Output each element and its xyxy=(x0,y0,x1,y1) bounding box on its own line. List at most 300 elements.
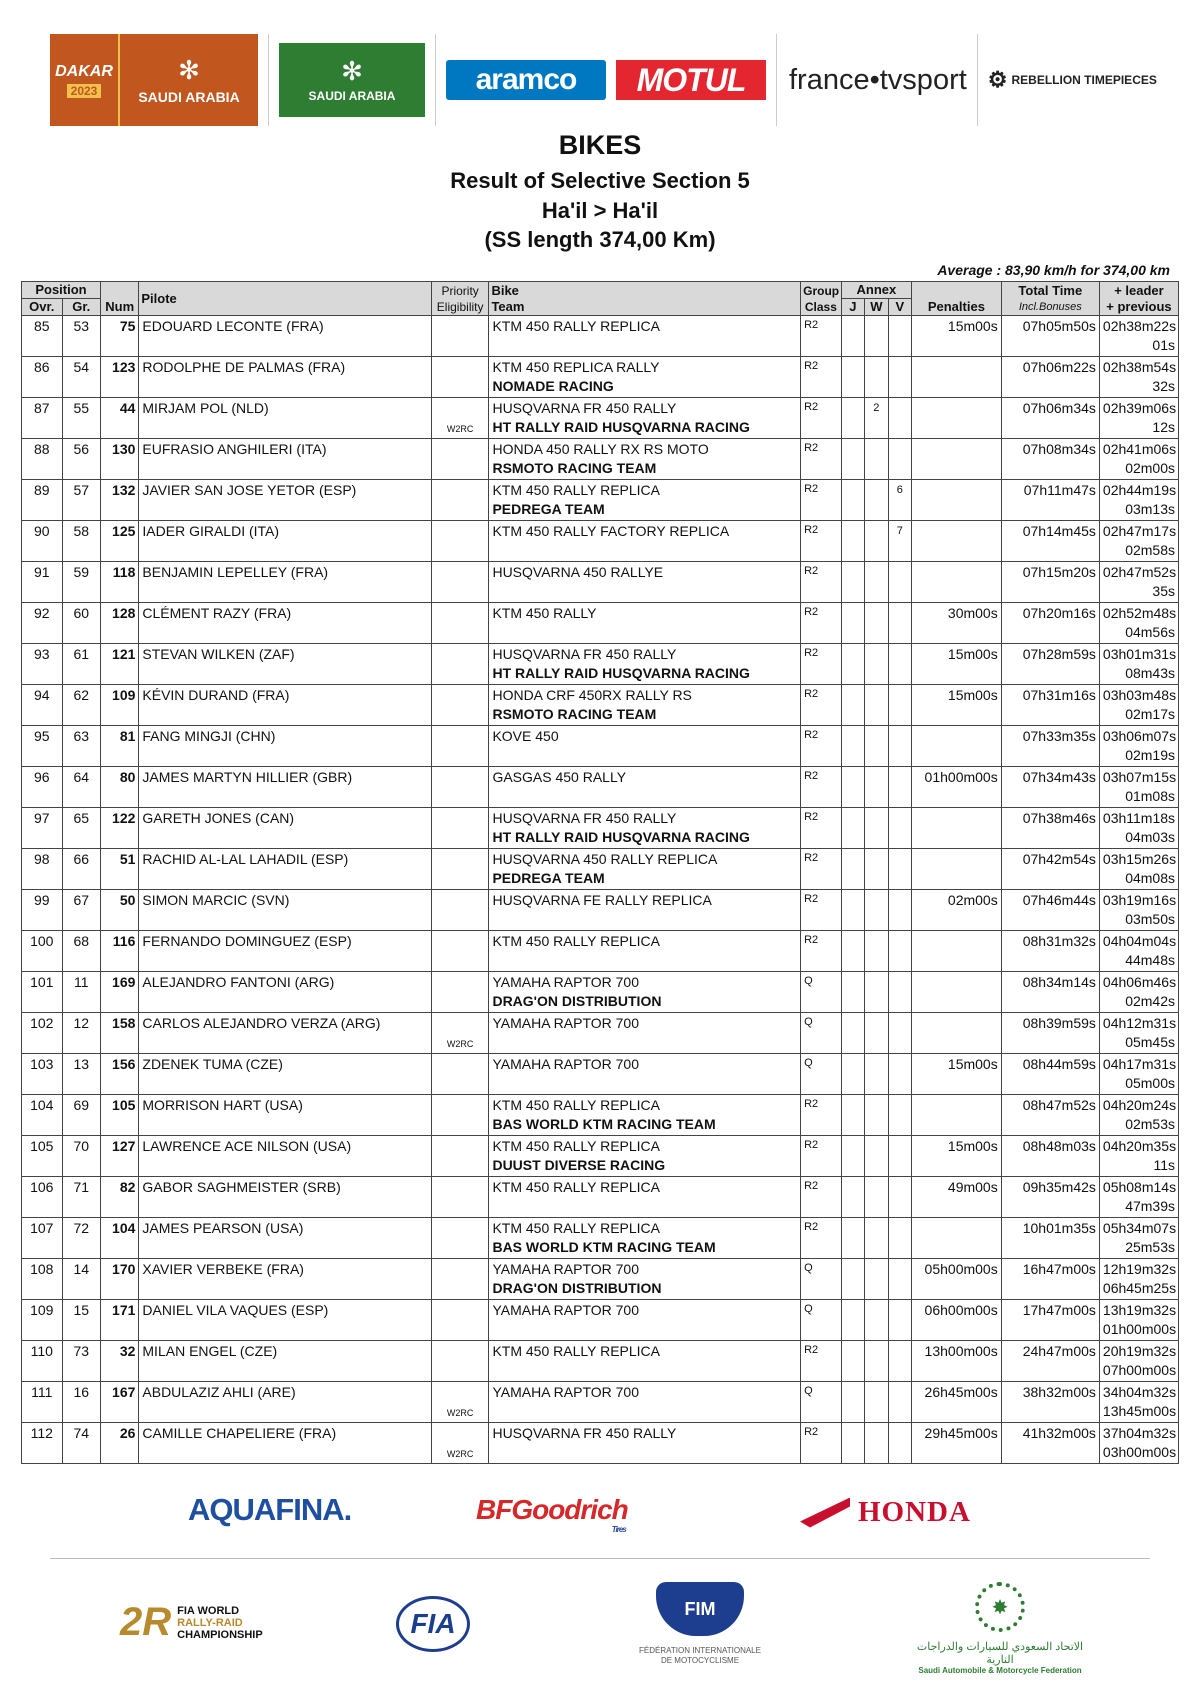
cell-ovr: 108 xyxy=(22,1259,63,1300)
cell-group-class: R2 xyxy=(801,398,842,439)
cell-bike-team xyxy=(489,931,801,972)
cell-penalties xyxy=(912,849,1002,890)
cell-group-class: R2 xyxy=(801,1218,842,1259)
cell-num: 169 xyxy=(100,972,138,1013)
cell-annex-v xyxy=(888,1095,911,1136)
cell-pilote: EUFRASIO ANGHILERI (ITA) xyxy=(139,439,431,480)
cell-group-class: Q xyxy=(801,1259,842,1300)
cell-annex-w: 2 xyxy=(865,398,888,439)
cell-ovr: 101 xyxy=(22,972,63,1013)
cell-pilote: CARLOS ALEJANDRO VERZA (ARG) xyxy=(139,1013,431,1054)
gap-leader: 20h19m32s xyxy=(1102,1343,1177,1359)
gap-leader: 02h47m52s xyxy=(1102,564,1177,580)
cell-ovr: 104 xyxy=(22,1095,63,1136)
table-row xyxy=(22,316,1179,357)
cell-annex-j xyxy=(841,685,864,726)
gap-leader: 05h08m14s xyxy=(1102,1179,1177,1195)
cell-annex-v xyxy=(888,685,911,726)
table-row xyxy=(22,603,1179,644)
cell-penalties xyxy=(912,1013,1002,1054)
cell-annex-w xyxy=(865,1259,888,1300)
gap-previous: 44m48s xyxy=(1125,952,1175,968)
cell-penalties xyxy=(912,1218,1002,1259)
table-row xyxy=(22,1423,1179,1464)
cell-pilote: XAVIER VERBEKE (FRA) xyxy=(139,1259,431,1300)
cell-annex-v xyxy=(888,357,911,398)
cell-annex-v xyxy=(888,931,911,972)
cell-num: 75 xyxy=(100,316,138,357)
cell-gr: 62 xyxy=(62,685,100,726)
cell-pilote: MIRJAM POL (NLD) xyxy=(139,398,431,439)
table-row xyxy=(22,562,1179,603)
results-body xyxy=(22,316,1179,1464)
cell-annex-w xyxy=(865,1095,888,1136)
bike-name: YAMAHA RAPTOR 700 xyxy=(492,1384,639,1400)
table-row xyxy=(22,439,1179,480)
cell-num: 80 xyxy=(100,767,138,808)
gap-previous: 03m13s xyxy=(1125,501,1175,517)
cell-gaps xyxy=(1099,1136,1178,1177)
bike-name: HUSQVARNA FR 450 RALLY xyxy=(492,646,677,662)
gap-leader: 04h20m35s xyxy=(1102,1138,1177,1154)
cell-priority xyxy=(431,1054,489,1095)
table-row xyxy=(22,1136,1179,1177)
team-name: PEDREGA TEAM xyxy=(492,870,605,886)
cell-annex-j xyxy=(841,1136,864,1177)
cell-gaps xyxy=(1099,1218,1178,1259)
cell-ovr: 105 xyxy=(22,1136,63,1177)
cell-ovr: 111 xyxy=(22,1382,63,1423)
cell-annex-j xyxy=(841,480,864,521)
bike-name: KTM 450 RALLY REPLICA xyxy=(492,1097,661,1113)
cell-priority xyxy=(431,849,489,890)
saudi-arabia-logo: ✻ SAUDI ARABIA xyxy=(279,43,425,117)
cell-priority: W2RC xyxy=(431,398,489,439)
bike-name: HONDA 450 RALLY RX RS MOTO xyxy=(492,441,709,457)
cell-ovr: 85 xyxy=(22,316,63,357)
header-total-time: Total Time Incl.Bonuses xyxy=(1001,282,1099,316)
gap-previous: 01s xyxy=(1152,337,1175,353)
cell-bike-team xyxy=(489,808,801,849)
france-tv-sport-logo: france•tvsport xyxy=(789,63,967,96)
cell-gaps xyxy=(1099,480,1178,521)
team-name: BAS WORLD KTM RACING TEAM xyxy=(492,1116,716,1132)
cell-total-time: 07h11m47s xyxy=(1001,480,1099,521)
cell-priority xyxy=(431,1300,489,1341)
cell-total-time: 07h15m20s xyxy=(1001,562,1099,603)
bike-name: YAMAHA RAPTOR 700 xyxy=(492,1302,639,1318)
cell-annex-w xyxy=(865,1300,888,1341)
cell-annex-j xyxy=(841,931,864,972)
cell-num: 116 xyxy=(100,931,138,972)
cell-total-time: 07h31m16s xyxy=(1001,685,1099,726)
cell-gaps xyxy=(1099,931,1178,972)
cell-priority xyxy=(431,1259,489,1300)
header-bike-team: Bike Team xyxy=(489,282,801,316)
gap-leader: 02h41m06s xyxy=(1102,441,1177,457)
gap-leader: 34h04m32s xyxy=(1102,1384,1177,1400)
gap-previous: 02m42s xyxy=(1125,993,1175,1009)
cell-num: 104 xyxy=(100,1218,138,1259)
cell-group-class: R2 xyxy=(801,767,842,808)
header-annex-v: V xyxy=(888,299,911,316)
cell-gaps xyxy=(1099,808,1178,849)
cell-pilote: FANG MINGJI (CHN) xyxy=(139,726,431,767)
cell-bike-team xyxy=(489,644,801,685)
cell-ovr: 94 xyxy=(22,685,63,726)
cell-penalties xyxy=(912,521,1002,562)
bike-name: HUSQVARNA 450 RALLY REPLICA xyxy=(492,851,718,867)
cell-pilote: STEVAN WILKEN (ZAF) xyxy=(139,644,431,685)
cell-total-time: 07h33m35s xyxy=(1001,726,1099,767)
cell-annex-j xyxy=(841,1382,864,1423)
cell-total-time: 07h34m43s xyxy=(1001,767,1099,808)
header-num: Num xyxy=(100,282,138,316)
cell-ovr: 91 xyxy=(22,562,63,603)
cell-annex-j xyxy=(841,972,864,1013)
bike-name: KTM 450 RALLY FACTORY REPLICA xyxy=(492,523,730,539)
honda-logo: HONDA xyxy=(800,1496,971,1529)
cell-priority xyxy=(431,480,489,521)
cell-ovr: 110 xyxy=(22,1341,63,1382)
gap-leader: 02h47m17s xyxy=(1102,523,1177,539)
cell-annex-w xyxy=(865,931,888,972)
cell-priority xyxy=(431,890,489,931)
cell-annex-j xyxy=(841,562,864,603)
cell-penalties: 15m00s xyxy=(912,1054,1002,1095)
cell-priority xyxy=(431,1136,489,1177)
category-title: BIKES xyxy=(558,130,642,160)
cell-annex-j xyxy=(841,726,864,767)
bike-name: KTM 450 RALLY REPLICA xyxy=(492,1343,661,1359)
cell-priority xyxy=(431,1218,489,1259)
cell-gr: 64 xyxy=(62,767,100,808)
cell-annex-v xyxy=(888,890,911,931)
cell-annex-v: 6 xyxy=(888,480,911,521)
header-penalties: Penalties xyxy=(912,282,1002,316)
cell-total-time: 09h35m42s xyxy=(1001,1177,1099,1218)
cell-num: 118 xyxy=(100,562,138,603)
cell-num: 132 xyxy=(100,480,138,521)
cell-gaps xyxy=(1099,644,1178,685)
cell-annex-w xyxy=(865,767,888,808)
bike-name: HUSQVARNA FR 450 RALLY xyxy=(492,810,677,826)
cell-bike-team xyxy=(489,439,801,480)
cell-penalties xyxy=(912,357,1002,398)
cell-pilote: MORRISON HART (USA) xyxy=(139,1095,431,1136)
cell-gr: 54 xyxy=(62,357,100,398)
sponsor-header xyxy=(50,30,1160,130)
cell-bike-team xyxy=(489,849,801,890)
cell-total-time: 07h38m46s xyxy=(1001,808,1099,849)
cell-gr: 15 xyxy=(62,1300,100,1341)
cell-bike-team xyxy=(489,398,801,439)
gap-leader: 03h06m07s xyxy=(1102,728,1177,744)
cell-annex-w xyxy=(865,1382,888,1423)
cell-total-time: 38h32m00s xyxy=(1001,1382,1099,1423)
cell-ovr: 100 xyxy=(22,931,63,972)
cell-bike-team xyxy=(489,767,801,808)
cell-group-class: Q xyxy=(801,1013,842,1054)
cell-annex-v xyxy=(888,1177,911,1218)
cell-bike-team xyxy=(489,1013,801,1054)
cell-penalties: 15m00s xyxy=(912,644,1002,685)
cell-penalties xyxy=(912,972,1002,1013)
cell-annex-v xyxy=(888,726,911,767)
cell-annex-w xyxy=(865,1218,888,1259)
cell-priority: W2RC xyxy=(431,1013,489,1054)
cell-annex-w xyxy=(865,726,888,767)
cell-bike-team xyxy=(489,890,801,931)
team-name: DUUST DIVERSE RACING xyxy=(492,1157,666,1173)
cell-annex-v xyxy=(888,1341,911,1382)
cell-total-time: 08h34m14s xyxy=(1001,972,1099,1013)
header-gaps: + leader + previous xyxy=(1099,282,1178,316)
cell-num: 121 xyxy=(100,644,138,685)
cell-annex-j xyxy=(841,808,864,849)
cell-pilote: EDOUARD LECONTE (FRA) xyxy=(139,316,431,357)
table-row xyxy=(22,1341,1179,1382)
table-row xyxy=(22,1259,1179,1300)
cell-priority xyxy=(431,931,489,972)
cell-annex-v xyxy=(888,972,911,1013)
gap-leader: 02h52m48s xyxy=(1102,605,1177,621)
gap-leader: 05h34m07s xyxy=(1102,1220,1177,1236)
team-name: HT RALLY RAID HUSQVARNA RACING xyxy=(492,829,750,845)
cell-num: 127 xyxy=(100,1136,138,1177)
cell-annex-j xyxy=(841,1013,864,1054)
cell-group-class: R2 xyxy=(801,1341,842,1382)
cell-gaps xyxy=(1099,767,1178,808)
results-table xyxy=(21,281,1179,1464)
table-row xyxy=(22,726,1179,767)
cell-num: 32 xyxy=(100,1341,138,1382)
cell-annex-w xyxy=(865,1013,888,1054)
table-row xyxy=(22,685,1179,726)
cell-annex-j xyxy=(841,521,864,562)
cell-total-time: 08h48m03s xyxy=(1001,1136,1099,1177)
cell-pilote: BENJAMIN LEPELLEY (FRA) xyxy=(139,562,431,603)
cell-group-class: R2 xyxy=(801,316,842,357)
cell-bike-team xyxy=(489,562,801,603)
cell-gaps xyxy=(1099,316,1178,357)
cell-group-class: R2 xyxy=(801,1095,842,1136)
cell-gr: 71 xyxy=(62,1177,100,1218)
cell-group-class: R2 xyxy=(801,521,842,562)
bfgoodrich-logo: BFGoodrich Tires xyxy=(476,1494,628,1534)
cell-priority xyxy=(431,644,489,685)
cell-annex-j xyxy=(841,767,864,808)
cell-annex-w xyxy=(865,685,888,726)
cell-total-time: 07h14m45s xyxy=(1001,521,1099,562)
cell-pilote: FERNANDO DOMINGUEZ (ESP) xyxy=(139,931,431,972)
samf-logo: ✸ الاتحاد السعودي للسيارات والدراجات النارية Saudi Automobile & Motorcycle Federation xyxy=(905,1582,1095,1675)
gap-leader: 02h44m19s xyxy=(1102,482,1177,498)
gap-previous: 03h00m00s xyxy=(1102,1444,1177,1460)
cell-group-class: R2 xyxy=(801,562,842,603)
gap-previous: 02m53s xyxy=(1125,1116,1175,1132)
cell-penalties xyxy=(912,726,1002,767)
cell-gr: 13 xyxy=(62,1054,100,1095)
cell-annex-j xyxy=(841,849,864,890)
cell-penalties xyxy=(912,480,1002,521)
gap-leader: 03h19m16s xyxy=(1102,892,1177,908)
team-name: HT RALLY RAID HUSQVARNA RACING xyxy=(492,419,750,435)
cell-bike-team xyxy=(489,1423,801,1464)
cell-gr: 55 xyxy=(62,398,100,439)
honda-wing-icon xyxy=(800,1498,850,1528)
cell-annex-v xyxy=(888,398,911,439)
cell-annex-w xyxy=(865,1341,888,1382)
gap-previous: 11s xyxy=(1153,1157,1175,1173)
cell-bike-team xyxy=(489,726,801,767)
motul-logo: MOTUL xyxy=(616,60,766,100)
cell-annex-j xyxy=(841,1300,864,1341)
cell-bike-team xyxy=(489,1095,801,1136)
cell-penalties: 13h00m00s xyxy=(912,1341,1002,1382)
cell-total-time: 07h08m34s xyxy=(1001,439,1099,480)
bike-name: HUSQVARNA FR 450 RALLY xyxy=(492,400,677,416)
gap-previous: 02m19s xyxy=(1125,747,1175,763)
cell-gaps xyxy=(1099,1054,1178,1095)
cell-total-time: 41h32m00s xyxy=(1001,1423,1099,1464)
dakar-year: 2023 xyxy=(67,84,102,98)
cell-gaps xyxy=(1099,398,1178,439)
cell-ovr: 95 xyxy=(22,726,63,767)
gap-previous: 12s xyxy=(1152,419,1175,435)
cell-penalties xyxy=(912,1095,1002,1136)
cell-group-class: R2 xyxy=(801,603,842,644)
cell-total-time: 07h05m50s xyxy=(1001,316,1099,357)
cell-priority xyxy=(431,808,489,849)
cell-pilote: JAVIER SAN JOSE YETOR (ESP) xyxy=(139,480,431,521)
cell-gr: 53 xyxy=(62,316,100,357)
bike-name: HONDA CRF 450RX RALLY RS xyxy=(492,687,692,703)
gap-previous: 05m00s xyxy=(1125,1075,1175,1091)
cell-gaps xyxy=(1099,685,1178,726)
table-row xyxy=(22,398,1179,439)
cell-annex-w xyxy=(865,521,888,562)
samf-emblem-icon: ✸ xyxy=(975,1582,1025,1632)
cell-gaps xyxy=(1099,562,1178,603)
cell-gaps xyxy=(1099,1382,1178,1423)
dakar-logo xyxy=(50,34,258,126)
cell-annex-v xyxy=(888,1218,911,1259)
team-name: RSMOTO RACING TEAM xyxy=(492,460,657,476)
bike-name: KOVE 450 xyxy=(492,728,559,744)
header-group-class: Group Class xyxy=(801,282,842,316)
table-row xyxy=(22,849,1179,890)
cell-num: 44 xyxy=(100,398,138,439)
cell-group-class: R2 xyxy=(801,439,842,480)
cell-gr: 11 xyxy=(62,972,100,1013)
table-row xyxy=(22,1382,1179,1423)
cell-total-time: 07h42m54s xyxy=(1001,849,1099,890)
cell-annex-w xyxy=(865,808,888,849)
cell-pilote: SIMON MARCIC (SVN) xyxy=(139,890,431,931)
result-title: Result of Selective Section 5 xyxy=(450,168,750,193)
cell-penalties: 05h00m00s xyxy=(912,1259,1002,1300)
gap-leader: 03h03m48s xyxy=(1102,687,1177,703)
cell-annex-j xyxy=(841,398,864,439)
cell-gr: 58 xyxy=(62,521,100,562)
cell-priority xyxy=(431,316,489,357)
cell-group-class: Q xyxy=(801,1300,842,1341)
bike-name: KTM 450 RALLY REPLICA xyxy=(492,933,661,949)
w2rc-logo: 2R FIA WORLD RALLY-RAID CHAMPIONSHIP xyxy=(120,1600,263,1644)
cell-bike-team xyxy=(489,1177,801,1218)
cell-pilote: ABDULAZIZ AHLI (ARE) xyxy=(139,1382,431,1423)
cell-bike-team xyxy=(489,1218,801,1259)
cell-num: 122 xyxy=(100,808,138,849)
cell-pilote: KÉVIN DURAND (FRA) xyxy=(139,685,431,726)
table-row xyxy=(22,357,1179,398)
team-name: NOMADE RACING xyxy=(492,378,614,394)
cell-bike-team xyxy=(489,316,801,357)
cell-annex-j xyxy=(841,644,864,685)
team-name: PEDREGA TEAM xyxy=(492,501,605,517)
cell-annex-w xyxy=(865,357,888,398)
bike-name: KTM 450 RALLY REPLICA xyxy=(492,1179,661,1195)
cell-priority xyxy=(431,521,489,562)
cell-total-time: 17h47m00s xyxy=(1001,1300,1099,1341)
cell-annex-v xyxy=(888,808,911,849)
cell-penalties: 15m00s xyxy=(912,316,1002,357)
cell-pilote: ALEJANDRO FANTONI (ARG) xyxy=(139,972,431,1013)
cell-num: 125 xyxy=(100,521,138,562)
cell-priority xyxy=(431,767,489,808)
cell-pilote: JAMES MARTYN HILLIER (GBR) xyxy=(139,767,431,808)
cell-penalties: 15m00s xyxy=(912,1136,1002,1177)
cell-priority xyxy=(431,562,489,603)
cell-gaps xyxy=(1099,1341,1178,1382)
cell-bike-team xyxy=(489,1054,801,1095)
cell-priority: W2RC xyxy=(431,1382,489,1423)
cell-ovr: 93 xyxy=(22,644,63,685)
cell-total-time: 07h46m44s xyxy=(1001,890,1099,931)
dakar-country: SAUDI ARABIA xyxy=(138,89,240,105)
cell-pilote: RODOLPHE DE PALMAS (FRA) xyxy=(139,357,431,398)
bike-name: YAMAHA RAPTOR 700 xyxy=(492,1056,639,1072)
gap-leader: 04h06m46s xyxy=(1102,974,1177,990)
cell-priority xyxy=(431,1095,489,1136)
sponsor-footer-row-2 xyxy=(0,1582,1200,1682)
cell-annex-v xyxy=(888,1013,911,1054)
cell-pilote: CLÉMENT RAZY (FRA) xyxy=(139,603,431,644)
bike-name: HUSQVARNA 450 RALLYE xyxy=(492,564,664,580)
gap-leader: 04h20m24s xyxy=(1102,1097,1177,1113)
cell-group-class: R2 xyxy=(801,808,842,849)
cell-num: 123 xyxy=(100,357,138,398)
team-name: DRAG'ON DISTRIBUTION xyxy=(492,1280,662,1296)
cell-pilote: LAWRENCE ACE NILSON (USA) xyxy=(139,1136,431,1177)
gap-leader: 03h01m31s xyxy=(1102,646,1177,662)
cell-total-time: 24h47m00s xyxy=(1001,1341,1099,1382)
cell-gr: 70 xyxy=(62,1136,100,1177)
cell-gaps xyxy=(1099,890,1178,931)
cell-bike-team xyxy=(489,1382,801,1423)
cell-num: 105 xyxy=(100,1095,138,1136)
cell-annex-v xyxy=(888,316,911,357)
cell-gr: 65 xyxy=(62,808,100,849)
gap-leader: 02h38m22s xyxy=(1102,318,1177,334)
bike-name: YAMAHA RAPTOR 700 xyxy=(492,1261,639,1277)
cell-annex-w xyxy=(865,480,888,521)
table-row xyxy=(22,890,1179,931)
cell-group-class: R2 xyxy=(801,480,842,521)
cell-annex-v xyxy=(888,562,911,603)
cell-annex-w xyxy=(865,316,888,357)
